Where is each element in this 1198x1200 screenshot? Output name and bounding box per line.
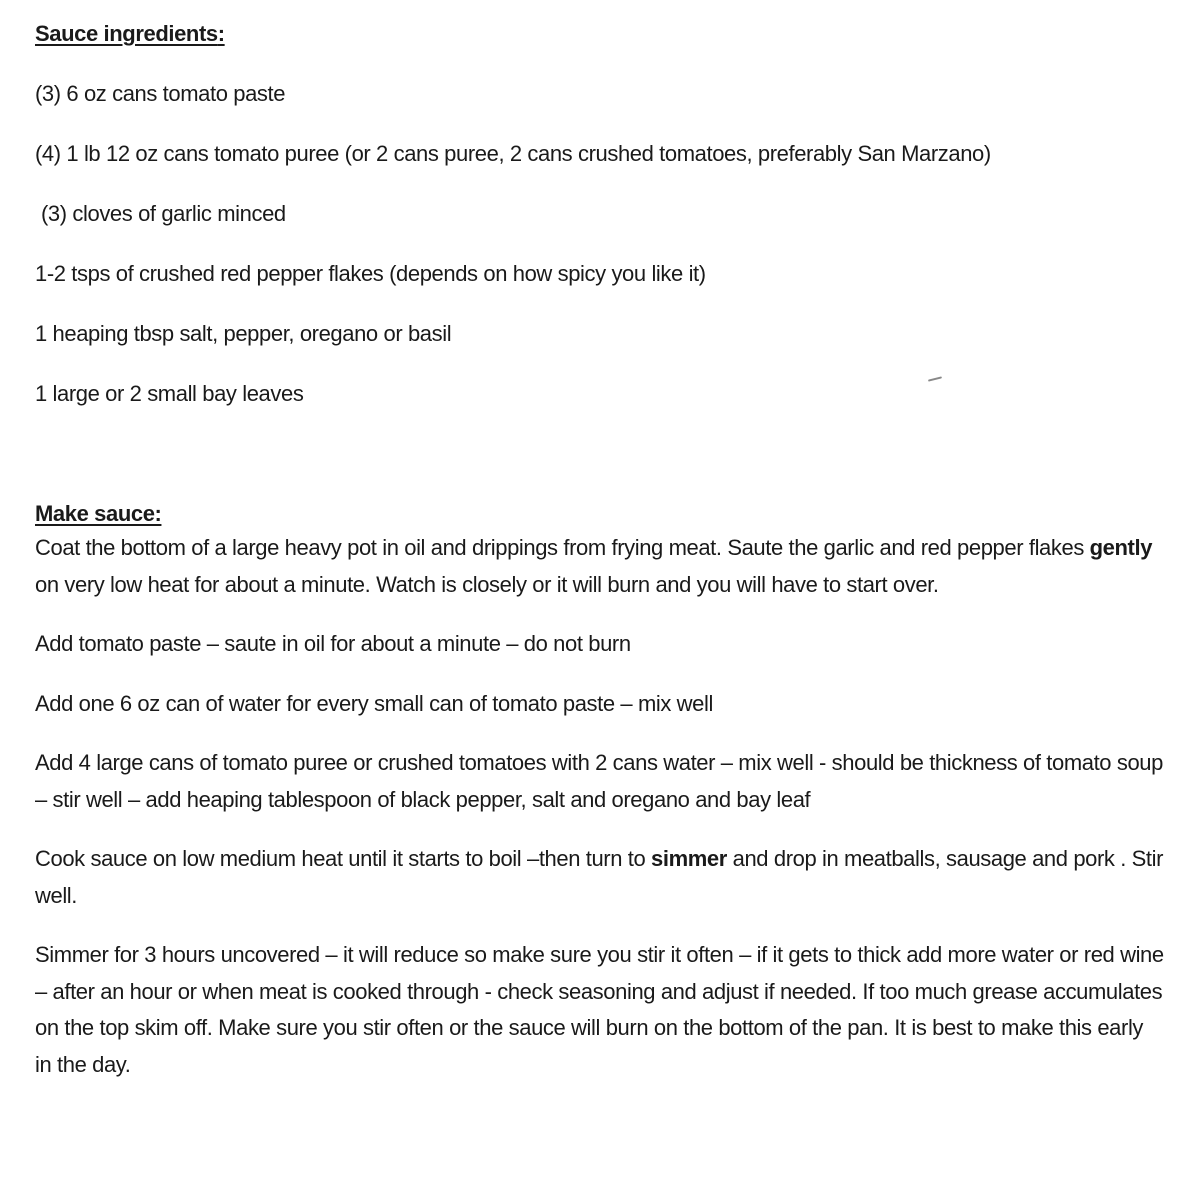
ingredients-heading-text: Sauce ingredients [35, 21, 218, 46]
method-step-text: on very low heat for about a minute. Watch is closely or it will burn and you will have to start over. [35, 571, 939, 597]
ingredient-item: 1 large or 2 small bay leaves [35, 381, 304, 406]
method-step: Simmer for 3 hours uncovered – it will reduce so make sure you stir it often – if it gets to thick add more water or red wine – after an hour or when meat is cooked through - check seasoning and adjust if needed. If too much grease accumulates on the top skim off. Make sure you stir often or the sauce will burn on the bottom of the pan. It is best to make this early in the day. [35, 942, 1164, 1077]
method-step-emphasis: gently [1089, 535, 1153, 560]
ingredient-item: (3) 6 oz cans tomato paste [35, 81, 286, 106]
ingredient-item: (4) 1 lb 12 oz cans tomato puree (or 2 cans puree, 2 cans crushed tomatoes, preferably San Marzano) [35, 141, 991, 166]
method-heading: Make sauce: [35, 501, 162, 526]
ingredients-heading-colon: : [217, 21, 225, 46]
method-step [35, 841, 1165, 914]
ingredient-item: (3) cloves of garlic minced [41, 201, 286, 226]
ingredient-item: 1-2 tsps of crushed red pepper flakes (depends on how spicy you like it) [35, 261, 706, 286]
method-step-text: Coat the bottom of a large heavy pot in oil and drippings from frying meat. Saute the garlic and red pepper flakes [35, 535, 1090, 560]
method-step: Add 4 large cans of tomato puree or crushed tomatoes with 2 cans water – mix well - should be thickness of tomato soup – stir well – add heaping tablespoon of black pepper, salt and oregano and bay leaf [35, 750, 1163, 812]
method-step: Add tomato paste – saute in oil for about a minute – do not burn [35, 631, 631, 656]
recipe-document [35, 18, 1165, 1083]
method-step-text: and drop in meatballs, sausage and pork . Stir well. [35, 846, 1164, 908]
method-step [35, 530, 1165, 603]
method-step: Add one 6 oz can of water for every small can of tomato paste – mix well [35, 690, 713, 716]
ingredients-heading [35, 18, 1165, 50]
method-step-emphasis: simmer [651, 846, 727, 871]
method-step-text: Cook sauce on low medium heat until it starts to boil –then turn to [35, 846, 652, 871]
ingredient-item: 1 heaping tbsp salt, pepper, oregano or basil [35, 321, 452, 346]
